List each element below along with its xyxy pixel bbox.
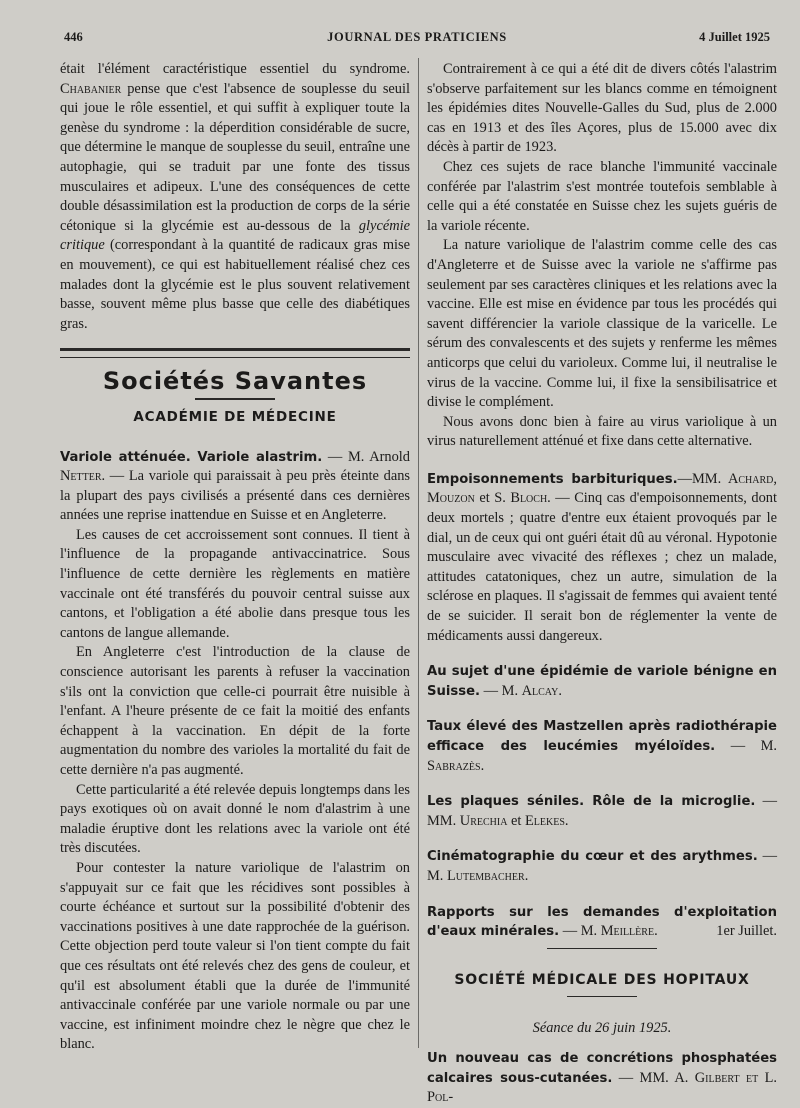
page-header: [64, 30, 770, 46]
article-eaux-minerales: Rapports sur les demandes d'exploitation d'eaux minérales. — M. Meillère. 1er Juillet.: [427, 903, 777, 942]
issue-date: 4 Juillet 1925: [699, 30, 770, 44]
article-title: Au sujet d'une épidémie de variole bénigne en Suisse.: [427, 664, 777, 699]
paragraph-syndrome: était l'élément caractéristique essentiel du syndrome. Chabanier pense que c'est l'absence de souplesse du seuil qui joue le rôle essentiel, et qui suffit à expliquer toute la genèse du syndrome : la déperdition considérable de sucre, que détermine le manque de souplesse du seuil, entraîne une autophagie, qui se traduit par une fonte des tissus musculaires et adipeux. L'une des conséquences de cette double désassimilation est la production de corps de la série cétonique si la glycémie est au-dessous de la glycémie critique (correspondant à la quantité de radicaux gras mise en mouvement), ce qui est habituellement réalisé chez ces malades dont la glycémie est le plus souvent relativement basse, souvent même plus basse que celle des diabétiques gras.: [60, 61, 410, 332]
section-divider: [547, 948, 657, 949]
seance-date: Séance du 26 juin 1925.: [532, 1020, 672, 1037]
article-title: Rapports sur les demandes d'exploitation d'eaux minérales.: [427, 904, 777, 940]
article-variole: Variole atténuée. Variole alastrim. — M. Arnold Netter. — La variole qui paraissait à peu près éteinte dans la plupart des pays civilisés a présenté dans ces dernières années une reprise inattendue en Suisse et en Angleterre.: [60, 448, 410, 524]
article-title: Un nouveau cas de concrétions phosphatées calcaires sous-cutanées.: [427, 1050, 777, 1086]
article-variole-suisse: Au sujet d'une épidémie de variole bénigne en Suisse. — M. Alcay.: [427, 664, 777, 699]
article-title: Variole atténuée. Variole alastrim.: [60, 449, 323, 465]
article-plaques-seniles: Les plaques séniles. Rôle de la microglie. — MM. Urechia et Elekes.: [427, 793, 777, 829]
title-underline: [195, 398, 275, 400]
paragraph: Contrairement à ce qui a été dit de divers côtés l'alastrim s'observe parfaitement sur les blancs comme en témoignent les épidémies dites Nouvelle-Galles du Sud, plus de 2.000 cas en 1913 et des îles Açores, plus de 15.000 avec dix décès à partir de 1923.: [427, 61, 777, 156]
paragraph: La nature variolique de l'alastrim comme celle des cas d'Angleterre et de Suisse avec la variole ne s'affirme pas seulement par ses caractères cliniques et les relations avec la vaccine. Elle est mise en évidence par tous les procédés qui savent différencier la variole classique de la varicelle. Le sérum des convalescents et des sujets y renferme les mêmes anticorps que celui du varioleux. Comme lui, il neutralise le virus de la vaccine. Comme lui, il fixe la sensibilisatrice et divise le complément.: [427, 237, 777, 411]
report-date: 1er Juillet.: [716, 923, 777, 940]
article-title: Les plaques séniles. Rôle de la microglie.: [427, 794, 756, 810]
page-number: 446: [64, 30, 83, 44]
academy-title: ACADÉMIE DE MÉDECINE: [133, 408, 337, 425]
title-underline: [567, 996, 637, 997]
right-column: [427, 60, 777, 1108]
paragraph: Les causes de cet accroissement sont connues. Il tient à l'influence de la propagande antivaccinatrice. Sous l'influence de cette dernière les règlements en matière vaccinale ont été transférés du pouvoir central suisse aux cantons, et l'obligation a été abolie dans presque tous les cantons de langue allemande.: [60, 526, 410, 641]
article-cinematographie: Cinématographie du cœur et des arythmes. — M. Lutembacher.: [427, 848, 777, 884]
author-name: Netter: [60, 468, 102, 485]
journal-title: JOURNAL DES PRATICIENS: [327, 30, 507, 44]
article-concretions: Un nouveau cas de concrétions phosphatées calcaires sous-cutanées. — MM. A. Gilbert et L. Pol-: [427, 1050, 777, 1106]
section-title: Sociétés Savantes: [102, 367, 368, 396]
author-name: Chabanier: [60, 80, 122, 97]
society-title: SOCIÉTÉ MÉDICALE DES HOPITAUX: [454, 971, 750, 988]
paragraph: Pour contester la nature variolique de l'alastrim on s'appuyait sur ce fait que les récidives sont possibles à courte échéance et surtout sur la possibilité d'obtenir des vaccinations positives à une date rapprochée de la guérison. Cette objection perd toute valeur si l'on tient compte du fait que ces résultats ont été relevés chez des gens de couleur, et qu'il est absolument établi que la durée de l'immunité antivaccinale conférée par une variole normale ou par une vaccine, est infiniment moindre chez le nègre que chez le blanc.: [60, 859, 410, 1053]
paragraph: Chez ces sujets de race blanche l'immunité vaccinale conférée par l'alastrim s'est montrée toutefois semblable à celle qui a été constatée en Suisse chez les sujets guéris de la variole récente.: [427, 158, 777, 234]
article-title: Cinématographie du cœur et des arythmes.: [427, 849, 758, 865]
article-mastzellen: Taux élevé des Mastzellen après radiothérapie efficace des leucémies myéloïdes. — M. Sabrazès.: [427, 719, 777, 774]
article-empoisonnements: Empoisonnements barbituriques.—MM. Achard, Mouzon et S. Bloch. — Cinq cas d'empoisonnements, dont deux mortels ; quatre d'entre eux étaient provoqués par le dial, un de ceux qui ont guéri était dû au véronal. Hypotonie musculaire avec vivacité des réflexes ; chez un malade, attitudes catatoniques, chez un autre, simulation de la sclérose en plaques. Il s'agissait de femmes qui avaient tenté de se suicider. Il serait bon de réglementer la vente de médicaments aussi dangereux.: [427, 470, 777, 644]
paragraph: En Angleterre c'est l'introduction de la clause de conscience autorisant les parents à refuser la vaccination s'ils ont la conviction que celle-ci pourrait être nuisible à l'enfant. A l'heure présente de ce fait la moitié des enfants échappent à la vaccination. En dépit de la forte augmentation du nombre des varioles la mortalité du fait de cette dernière n'a pas augmenté.: [60, 644, 410, 778]
column-divider: [418, 58, 419, 1048]
paragraph: Nous avons donc bien à faire au virus variolique à un virus naturellement atténué et fixe dans cette alternative.: [427, 413, 777, 450]
article-title: Empoisonnements barbituriques.: [427, 471, 678, 487]
article-title: Taux élevé des Mastzellen après radiothérapie efficace des leucémies myéloïdes.: [427, 719, 777, 754]
section-divider: [60, 348, 410, 358]
left-column: [60, 60, 410, 1055]
paragraph: Cette particularité a été relevée depuis longtemps dans les pays exotiques où on avait donné le nom d'alastrim à une maladie éruptive dont les relations avec la variole ont été très discutées.: [60, 781, 410, 857]
